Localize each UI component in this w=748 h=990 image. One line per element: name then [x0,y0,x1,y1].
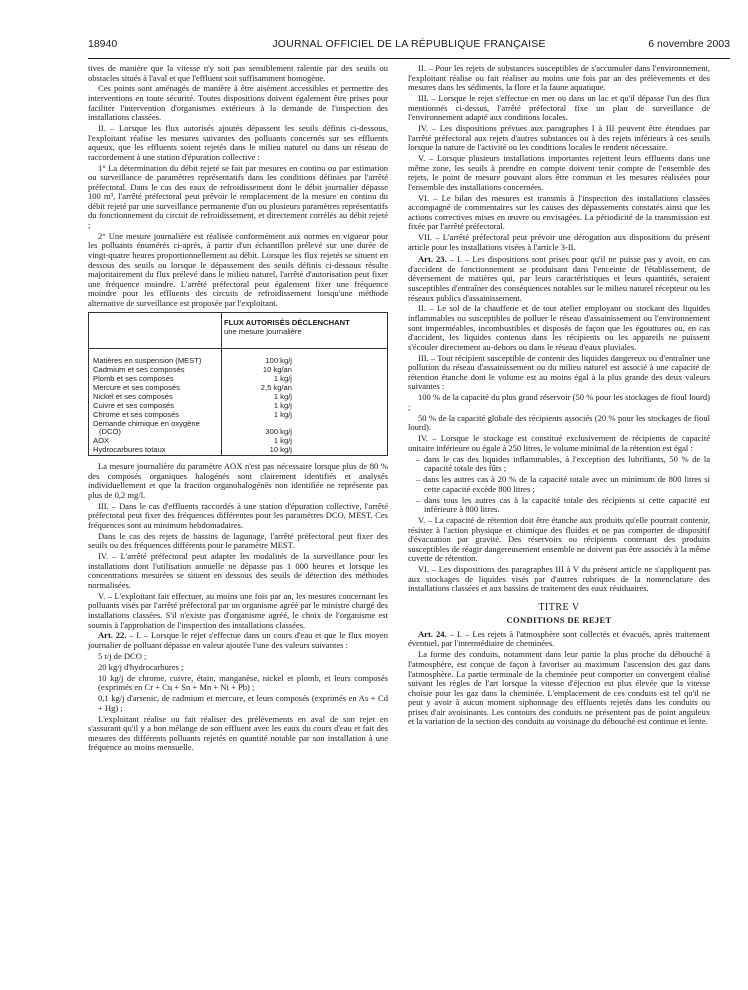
row-value: 1 kg/j [273,374,292,384]
row-value: 10 kg/j [269,445,292,455]
paragraph: V. – La capacité de rétention doit être étanche aux produits qu'elle pourrait contenir, résister à l'action physique et chimique des fluides et ne pas comporter de dispositif d'évacuation par gravité. Des réservoirs ou récipients contenant des produits susceptibles de réagir dangereusement ensemble ne doivent pas être associés à la même cuvette de rétention. [408,515,710,564]
row-label: Cuivre et ses composés [89,402,222,411]
list-item: – dans le cas des liquides inflammables, à l'exception des lubrifiants, 50 % de la capacité totale des fûts ; [416,453,710,474]
paragraph: La mesure journalière du paramètre AOX n'est pas nécessaire lorsque plus de 80 % des composés organiques halogénés sont clairement identifiés et analysés individuellement et que la fraction organohalogénés non identifiée ne représente pas plus de 0,2 mg/l. [88,461,388,500]
article-text: – I. – Les dispositions sont prises pour qu'il ne puisse pas y avoir, en cas d'accident de fonctionnement se produisant dans l'enceinte de l'établissement, de déversement de matières qui, par leurs caractéristiques et leurs quantités, seraient susceptibles d'entraîner des conséquences notables sur le milieu naturel récepteur ou les réseaux publics d'assainissement. [408,254,710,303]
paragraph: IV. – L'arrêté préfectoral peut adapter les modalités de la surveillance pour les installations dont l'utilisation annuelle ne dépasse pas 1 000 heures et lorsque les concentrations mesurées se situent en dessous des seuils de détection des méthodes normalisées. [88,551,388,590]
row-value: 1 kg/j [273,409,292,419]
row-label: Cadmium et ses composés [89,366,222,375]
table-header-blank [89,313,222,349]
article-text: – I. – Les rejets à l'atmosphère sont collectés et évacués, après traitement éventuel, par l'intermédiaire de cheminées. [408,628,710,649]
titre-heading: TITRE V [538,601,580,613]
journal-title: JOURNAL OFFICIEL DE LA RÉPUBLIQUE FRANÇAISE [272,38,546,50]
table-row [89,420,388,429]
paragraph: IV. – Lorsque le stockage est constitué exclusivement de récipients de capacité unitaire inférieure ou égale à 250 litres, le volume minimal de la rétention est égal : [408,433,710,453]
chapter-heading: CONDITIONS DE REJET [506,615,612,626]
paragraph: 100 % de la capacité du plus grand réservoir (50 % pour les stockages de fioul lourd) ; [408,392,710,412]
row-value: 300 kg/j [265,427,292,437]
row-label: Chrome et ses composés [89,411,222,420]
row-value [222,420,388,429]
row-value: 1 kg/j [273,400,292,410]
paragraph: V. – Lorsque plusieurs installations importantes rejettent leurs effluents dans une même zone, les seuils à prendre en compte doivent tenir compte de l'ensemble des rejets, le point de mesure pouvant alors être commun et les mesures réalisées pour l'ensemble des installations concernées. [408,153,710,192]
list-item: 10 kg/j de chrome, cuivre, étain, manganèse, nickel et plomb, et leurs composés (exprimés en Cr + Cu + Sn + Mn + Ni + Pb) ; [98,672,388,693]
row-label: (DCO) [89,428,222,437]
list-item: – dans tous les autres cas à la capacité totale des récipients si cette capacité est inférieure à 800 litres. [416,494,710,515]
table-row [89,428,388,437]
table-header-line2: une mesure journalière [224,327,302,337]
paragraph: II. – Lorsque les flux autorisés ajoutés dépassent les seuils définis ci-dessous, l'exploitant réalise les mesures suivantes des polluants concernés sur ses effluents aqueux, que les effluents soient rejetés dans le milieu naturel ou dans un réseau de raccordement à une station d'épuration collective : [88,123,388,162]
paragraph: 1° La détermination du débit rejeté se fait par mesures en continu ou par estimation ou surveillance de paramètres représentatifs dans les conditions définies par l'arrêté préfectoral. Dans le cas des eaux de refroidissement dont le débit journalier dépasse 100 m³, l'arrêté préfectoral peut prévoir le remplacement de la mesure en continu du débit rejeté par une surveillance permanente d'un ou plusieurs paramètres représentatifs du fonctionnement du circuit de refroidissement, et directement corrélés au débit rejeté ; [88,162,388,230]
row-value: 100 kg/j [265,356,292,366]
paragraph: L'exploitant réalise ou fait réaliser des prélèvements en aval de son rejet en s'assurant qu'il y a bon mélange de son effluent avec les eaux du cours d'eau et fait des mesures des différents polluants rejetés en quantité notable par son installation à une fréquence au moins mensuelle. [88,713,388,753]
paragraph: V. – L'exploitant fait effectuer, au moins une fois par an, les mesures concernant les polluants visés par l'arrêté préfectoral par un organisme agréé par le ministre chargé des installations classées. S'il n'existe pas d'organisme agréé, le choix de l'organisme est soumis à l'approbation de l'inspection des installations classées. [88,590,389,630]
list-item: 20 kg/j d'hydrocarbures ; [98,661,184,672]
paragraph: II. – Le sol de la chaufferie et de tout atelier employant ou stockant des liquides inflammables ou susceptibles de polluer le réseau d'assainissement ou l'environnement sont imperméables, incombustibles et disposés de façon que les égouttures ou, en cas d'accident, les liquides contenus dans les récipients ou les appareils ne puissent s'écouler directement au-dehors ou dans le réseau d'eaux pluviales. [408,303,710,352]
list-item: – dans les autres cas à 20 % de la capacité totale avec un minimum de 800 litres si cette capacité excède 800 litres ; [416,474,710,494]
row-label: Demande chimique en oxygène [89,420,222,429]
right-column [408,64,710,728]
paragraph: 50 % de la capacité globale des récipients associés (20 % pour les stockages de fioul lourd). [408,412,710,433]
page-header [88,38,730,54]
article-24 [408,630,710,649]
paragraph: IV. – Les dispositions prévues aux paragraphes I à III peuvent être étendues par l'arrêté préfectoral aux rejets d'autres substances ou à des rejets inférieurs à ces seuils lorsque la nature de l'activité ou les conditions locales le rendent nécessaire. [408,123,710,153]
paragraph: 2° Une mesure journalière est réalisée conformément aux normes en vigueur pour les polluants énumérés ci-après, à partir d'un échantillon prélevé sur une durée de vingt-quatre heures proportionnellement au débit. Lorsque les flux rejetés se situent en dessous des seuils ou lorsque le dépassement des seuils définis ci-dessous résulte majoritairement du flux prélevé dans le milieu naturel, l'arrêté d'autorisation peut fixer une fréquence moindre. L'arrêté préfectoral peut également fixer une fréquence moindre pour les effluents des circuits de refroidissement lorsqu'une méthode alternative de surveillance est proposée par l'exploitant. [88,230,388,308]
paragraph: III. – Tout récipient susceptible de contenir des liquides dangereux ou d'entraîner une pollution du réseau d'assainissement ou du milieu naturel est associé à une capacité de rétention étanche dont le volume est au moins égal à la plus grande des deux valeurs suivantes : [408,352,710,392]
row-label: Mercure et ses composés [89,384,222,393]
article-22 [88,631,388,650]
row-value: 2,5 kg/an [260,382,292,392]
table-header [222,313,388,349]
paragraph: VI. – Le bilan des mesures est transmis à l'inspection des installations classées accompagné de commentaires sur les causes des dépassements constatés ainsi que les actions correctives mises en œuvre ou envisagées. La périodicité de la transmission est fixée par l'arrêté préfectoral. [408,192,710,232]
paragraph: La forme des conduits, notamment dans leur partie la plus proche du débouché à l'atmosphère, est conçue de façon à favoriser au maximum l'ascension des gaz dans l'atmosphère. La partie terminale de la cheminée peut comporter un convergent réalisé suivant les règles de l'art lorsque la vitesse d'éjection est plus élevée que la vitesse choisie pour les gaz dans la cheminée. L'emplacement de ces conduits est tel qu'il ne peut y avoir à aucun moment siphonnage des effluents rejetés dans les conduits ou prises d'air avoisinants. Les contours des conduits ne présentent pas de point anguleux et la variation de la section des conduits au voisinage du débouché est continue et lente. [408,649,710,727]
table-header-line1: FLUX AUTORISÉS DÉCLENCHANT [224,318,350,328]
article-text: – I. – Lorsque le rejet s'effectue dans un cours d'eau et que le flux moyen journalier de polluant dépasse en valeur ajoutée l'une des valeurs suivantes : [88,630,388,650]
article-label: Art. 23. [418,254,447,265]
flux-table [88,312,388,456]
header-rule [88,58,730,59]
row-value: 1 kg/j [273,436,292,446]
article-label: Art. 22. [98,630,127,641]
list-item: 0,1 kg/j d'arsenic, de cadmium et mercure, et leurs composés (exprimés en As + Cd + Hg) ; [98,693,388,713]
row-label: Matières en suspension (MEST) [89,357,222,366]
paragraph: VII. – L'arrêté préfectoral peut prévoir une dérogation aux dispositions du présent article pour les installations visées à l'article 3-II. [408,232,710,252]
list-item: 5 t/j de DCO ; [98,650,147,661]
paragraph: II. – Pour les rejets de substances susceptibles de s'accumuler dans l'environnement, l'exploitant réalise ou fait réaliser au moins une fois par an des prélèvements et des mesures dans les sédiments, la flore et la faune aquatique. [408,63,710,93]
table-row [89,446,388,455]
row-label: Plomb et ses composés [89,375,222,384]
row-label: Nickel et ses composés [89,393,222,402]
paragraph: Dans le cas des rejets de bassins de lagunage, l'arrêté préfectoral peut fixer des seuils ou des fréquences différents pour le paramètre MEST. [88,530,388,551]
article-23 [408,255,710,303]
paragraph: tives de manière que la vitesse n'y soit pas sensiblement ralentie par des seuils ou obstacles situés à l'aval et que l'effluent soit suffisamment homogène. [88,63,388,83]
article-label: Art. 24. [418,628,447,639]
paragraph: III. – Lorsque le rejet s'effectue en mer ou dans un lac et qu'il dépasse l'un des flux mentionnés ci-dessus, l'arrêté préfectoral fixe un plan de surveillance de l'environnement adapté aux conditions locales. [408,93,710,123]
left-column [88,64,388,754]
row-value: 10 kg/an [262,365,292,375]
row-label: AOX [89,437,222,446]
paragraph: Ces points sont aménagés de manière à être aisément accessibles et permettre des interventions en toute sécurité. Toutes dispositions doivent également être prises pour faciliter l'intervention d'organismes extérieurs à la demande de l'inspection des installations classées. [88,83,388,123]
paragraph: III. – Dans le cas d'effluents raccordés à une station d'épuration collective, l'arrêté préfectoral peut fixer des fréquences différentes pour les paramètres DCO, MEST. Ces fréquences sont au minimum hebdomadaires. [88,500,388,530]
row-label: Hydrocarbures totaux [89,446,222,455]
row-value: 1 kg/j [273,391,292,401]
issue-date: 6 novembre 2003 [648,38,730,50]
page-number: 18940 [88,38,118,50]
paragraph: VI. – Les dispositions des paragraphes III à V du présent article ne s'appliquent pas aux stockages de liquides visés par d'autres rubriques de la nomenclature des installations classées et aux bassins de traitement des eaux résiduaires. [408,564,710,594]
